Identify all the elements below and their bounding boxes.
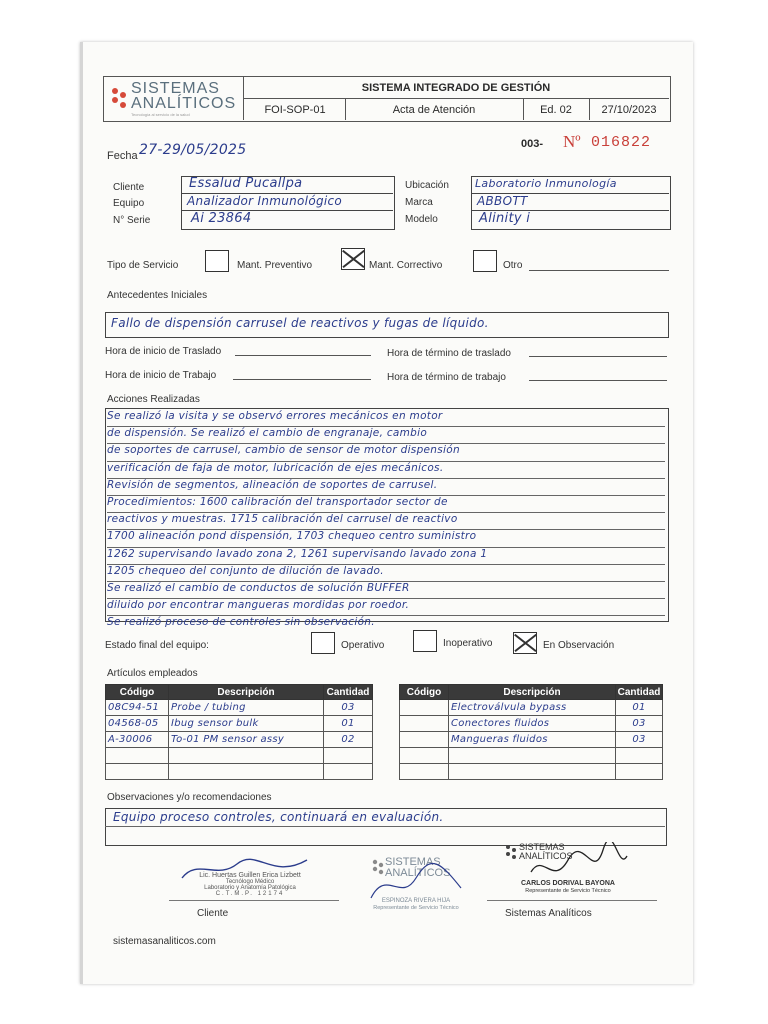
cell-cantidad: 03 <box>616 716 663 732</box>
cliente-sign-line <box>169 900 339 901</box>
table-row[interactable] <box>400 748 663 764</box>
col-cantidad: Cantidad <box>324 685 373 700</box>
inicio-trabajo-line <box>233 379 371 380</box>
articulos-label: Artículos empleados <box>107 668 198 679</box>
tech-role: Representante de Servicio Técnico <box>525 888 611 894</box>
acciones-line: 1700 alineación pond dispensión, 1703 chequeo centro suministro <box>107 530 665 547</box>
cell-cantidad: 03 <box>616 732 663 748</box>
cell-descripcion: Electroválvula bypass <box>449 700 616 716</box>
footer-website[interactable]: sistemasanaliticos.com <box>113 936 216 947</box>
table-row[interactable] <box>400 732 663 748</box>
acciones-line: reactivos y muestras. 1715 calibración del carrusel de reactivo <box>107 513 665 530</box>
correctivo-checkbox[interactable] <box>341 248 365 270</box>
tech-sign-line <box>487 900 657 901</box>
company-sign-label: Sistemas Analíticos <box>505 908 592 919</box>
modelo-field[interactable]: Alinity i <box>479 211 531 226</box>
cell-descripcion: Conectores fluidos <box>449 716 616 732</box>
termino-traslado-line <box>529 356 667 357</box>
cliente-stamp <box>175 872 325 897</box>
table-row[interactable] <box>106 764 373 780</box>
stamp-logo-bottom: ANALÍTICOS <box>385 867 451 879</box>
cell-codigo <box>400 700 449 716</box>
cliente-stamp-name: Lic. Huertas Guillen Erica Lizbett <box>199 872 301 879</box>
articulos-table-right <box>399 684 663 780</box>
modelo-label: Modelo <box>405 214 438 225</box>
col-codigo: Código <box>106 685 169 700</box>
articulos-table-left <box>105 684 373 780</box>
acciones-line: Revisión de segmentos, alineación de soportes de carrusel. <box>107 479 665 496</box>
preventivo-label: Mant. Preventivo <box>237 260 313 271</box>
header-date: 27/10/2023 <box>601 104 657 116</box>
cell-codigo: A-30006 <box>106 732 169 748</box>
acciones-line: Se realizó proceso de controles sin observación. <box>107 616 375 629</box>
cliente-stamp-reg: C.T.M.P. 12174 <box>215 891 285 897</box>
stamp-logo-top: SISTEMAS <box>385 856 441 868</box>
termino-trabajo-line <box>529 380 667 381</box>
cell-codigo <box>400 748 449 764</box>
cell-cantidad: 01 <box>324 716 373 732</box>
servicio-label: Tipo de Servicio <box>107 260 179 271</box>
acciones-lines[interactable] <box>107 410 665 632</box>
acciones-line: de dispensión. Se realizó el cambio de engranaje, cambio <box>107 427 665 444</box>
edition: Ed. 02 <box>540 104 572 116</box>
table-row[interactable] <box>106 716 373 732</box>
fecha-value[interactable]: 27-29/05/2025 <box>139 142 247 158</box>
antecedentes-text[interactable]: Fallo de dispensión carrusel de reactivos y fugas de líquido. <box>111 316 489 330</box>
cell-codigo: 08C94-51 <box>106 700 169 716</box>
cell-codigo <box>400 732 449 748</box>
cliente-sign-label: Cliente <box>197 908 229 919</box>
tech-signature <box>523 842 633 892</box>
equipo-field[interactable]: Analizador Inmunológico <box>187 194 343 208</box>
system-title: SISTEMA INTEGRADO DE GESTIÓN <box>361 82 551 94</box>
cell-cantidad <box>324 748 373 764</box>
cell-cantidad <box>616 764 663 780</box>
cell-descripcion: Mangueras fluidos <box>449 732 616 748</box>
cell-descripcion: To-01 PM sensor assy <box>169 732 324 748</box>
logo-text-top: SISTEMAS <box>131 80 220 97</box>
cell-codigo <box>106 748 169 764</box>
table-row[interactable] <box>400 700 663 716</box>
observaciones-mid-line <box>105 826 665 827</box>
center-name: ESPINOZA RIVERA HIJA <box>381 898 451 904</box>
acciones-line: verificación de faja de motor, lubricación de ejes mecánicos. <box>107 462 665 479</box>
fecha-label: Fecha <box>107 150 138 162</box>
cell-cantidad: 01 <box>616 700 663 716</box>
cell-descripcion <box>449 764 616 780</box>
col-descripcion: Descripción <box>169 685 324 700</box>
termino-trabajo-label: Hora de término de trabajo <box>387 372 506 383</box>
ubicacion-label: Ubicación <box>405 180 449 191</box>
table-row[interactable] <box>106 732 373 748</box>
table-row[interactable] <box>106 748 373 764</box>
table-row[interactable] <box>106 700 373 716</box>
col-descripcion: Descripción <box>449 685 616 700</box>
cell-cantidad: 02 <box>324 732 373 748</box>
center-signature <box>361 858 471 908</box>
cell-codigo <box>400 716 449 732</box>
antecedentes-label: Antecedentes Iniciales <box>107 290 208 301</box>
inoperativo-checkbox[interactable] <box>413 630 437 652</box>
operativo-checkbox[interactable] <box>311 632 335 654</box>
cell-descripcion: Probe / tubing <box>169 700 324 716</box>
correctivo-label: Mant. Correctivo <box>369 260 443 271</box>
cell-descripcion <box>169 764 324 780</box>
cell-cantidad <box>324 764 373 780</box>
otro-checkbox[interactable] <box>473 250 497 272</box>
inoperativo-label: Inoperativo <box>443 638 493 649</box>
serial-no-label: Nº <box>563 132 581 151</box>
cliente-stamp-role: Tecnólogo Médico <box>225 879 275 885</box>
serial-prefix: 003- <box>521 138 544 150</box>
serie-label: N° Serie <box>113 215 151 226</box>
ubicacion-field[interactable]: Laboratorio Inmunología <box>475 177 617 190</box>
tech-logo-dots-icon <box>505 844 517 860</box>
col-codigo: Código <box>400 685 449 700</box>
acciones-line: Procedimientos: 1600 calibración del transportador sector de <box>107 496 665 513</box>
marca-label: Marca <box>405 197 433 208</box>
observaciones-text[interactable]: Equipo proceso controles, continuará en evaluación. <box>113 810 444 824</box>
inicio-traslado-line <box>235 355 371 356</box>
acciones-label: Acciones Realizadas <box>107 394 200 405</box>
acciones-line: de soportes de carrusel, cambio de sensor de motor dispensión <box>107 444 665 461</box>
logo <box>107 80 243 118</box>
observaciones-label: Observaciones y/o recomendaciones <box>107 792 272 803</box>
acciones-line: 1262 supervisando lavado zona 2, 1261 supervisando lavado zona 1 <box>107 548 665 565</box>
cell-descripcion: Ibug sensor bulk <box>169 716 324 732</box>
tech-name: CARLOS DORIVAL BAYONA <box>521 880 615 887</box>
acciones-line: 1205 chequeo del conjunto de dilución de lavado. <box>107 565 665 582</box>
tech-logo-top: SISTEMAS <box>519 842 565 852</box>
otro-line <box>529 270 669 271</box>
preventivo-checkbox[interactable] <box>205 250 229 272</box>
operativo-label: Operativo <box>341 640 385 651</box>
center-role: Representante de Servicio Técnico <box>373 905 459 911</box>
cliente-field[interactable]: Essalud Pucallpa <box>189 176 303 191</box>
col-cantidad: Cantidad <box>616 685 663 700</box>
logo-dots-icon <box>109 86 131 112</box>
termino-traslado-label: Hora de término de traslado <box>387 348 511 359</box>
cell-cantidad <box>616 748 663 764</box>
cell-codigo: 04568-05 <box>106 716 169 732</box>
cell-codigo <box>400 764 449 780</box>
table-row[interactable] <box>400 764 663 780</box>
logo-text-bottom: ANALÍTICOS <box>131 95 237 112</box>
logo-tagline: Tecnología al servicio de la salud <box>131 112 190 117</box>
equipo-label: Equipo <box>113 198 145 209</box>
serie-field[interactable]: Ai 23864 <box>191 211 252 226</box>
cell-cantidad: 03 <box>324 700 373 716</box>
doc-name: Acta de Atención <box>392 104 476 116</box>
cell-descripcion <box>169 748 324 764</box>
inicio-traslado-label: Hora de inicio de Traslado <box>105 346 222 357</box>
inicio-trabajo-label: Hora de inicio de Trabajo <box>105 370 217 381</box>
cell-codigo <box>106 764 169 780</box>
marca-field[interactable]: ABBOTT <box>477 194 528 208</box>
serial-number: 016822 <box>591 134 652 151</box>
document-sheet <box>80 42 693 984</box>
cliente-stamp-dept: Laboratorio y Anatomía Patológica <box>204 885 296 891</box>
observacion-checkbox[interactable] <box>513 632 537 654</box>
observacion-label: En Observación <box>543 640 615 651</box>
acciones-line: Se realizó el cambio de conductos de solución BUFFER <box>107 582 665 599</box>
estado-label: Estado final del equipo: <box>105 640 209 651</box>
doc-code: FOI-SOP-01 <box>264 104 326 116</box>
table-row[interactable] <box>400 716 663 732</box>
acciones-line: Se realizó la visita y se observó errores mecánicos en motor <box>107 410 665 427</box>
cell-descripcion <box>449 748 616 764</box>
cliente-label: Cliente <box>113 182 145 193</box>
acciones-line: diluido por encontrar mangueras mordidas por roedor. <box>107 599 665 616</box>
header-divider-h <box>243 98 669 99</box>
otro-label: Otro <box>503 260 523 271</box>
tech-logo-bottom: ANALÍTICOS <box>519 851 573 861</box>
